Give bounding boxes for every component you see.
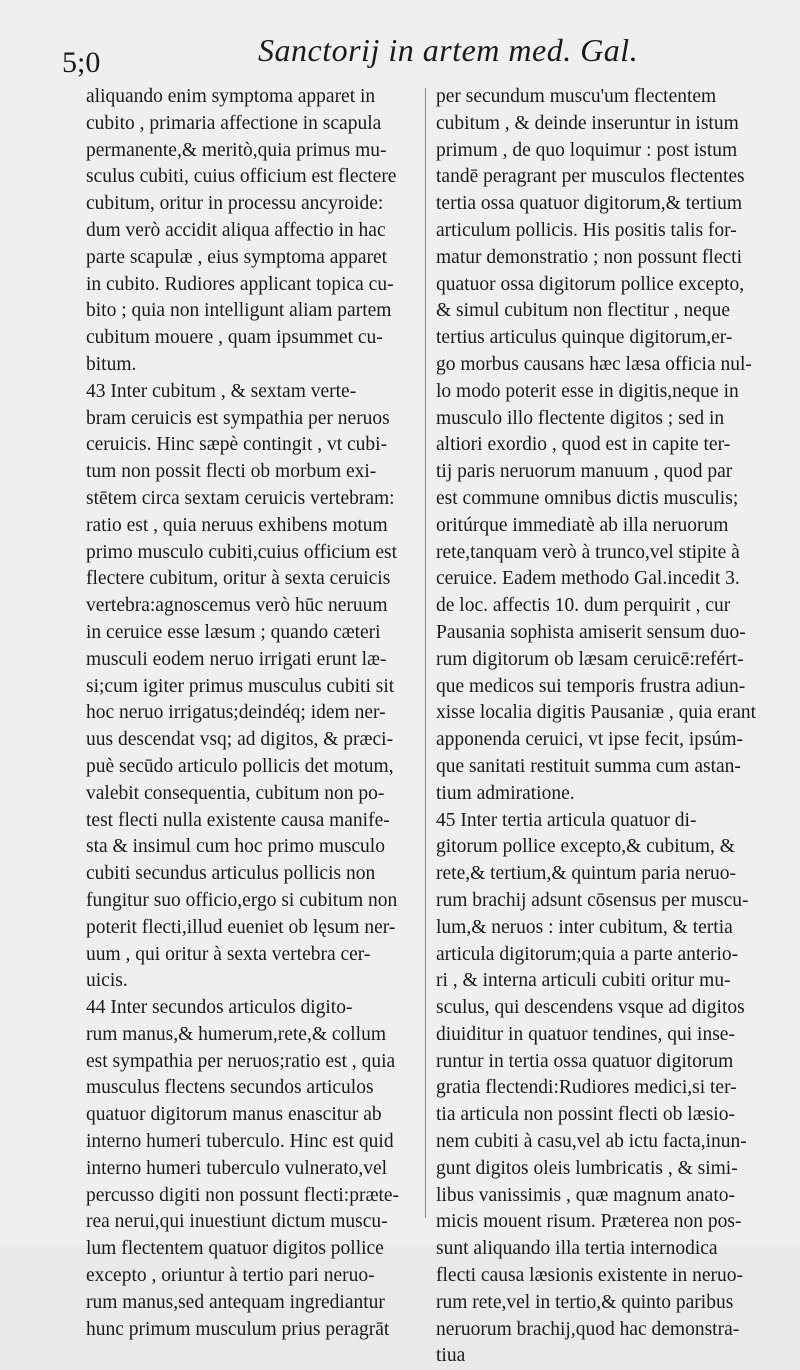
text-line: uus descendat vsq; ad digitos, & præci- — [86, 729, 394, 751]
text-line: dum verò accidit aliqua affectio in hac — [86, 219, 386, 241]
text-line: sta & insimul cum hoc primo musculo — [86, 836, 385, 858]
text-line: excepto , oriuntur à tertio pari neruo- — [86, 1265, 375, 1287]
text-line: per secundum muscu'um flectentem — [436, 86, 717, 107]
right-text-column — [436, 84, 766, 1367]
text-line: primum , de quo loquimur : post istum — [436, 139, 738, 161]
text-line: cubitum , & deinde inseruntur in istum — [436, 112, 739, 134]
text-line: & simul cubitum non flectitur , neque — [436, 300, 731, 322]
text-line: valebit consequentia, cubitum non po- — [86, 782, 385, 804]
text-line: que sanitati restituit summa cum astan- — [436, 755, 741, 777]
text-line: 45 Inter tertia articula quatuor di- — [436, 809, 697, 831]
text-line: aliquando enim symptoma apparet in — [86, 86, 376, 107]
left-text-column — [86, 84, 418, 1340]
text-line: runtur in tertia ossa quatuor digitorum — [436, 1050, 734, 1072]
text-line: ri , & interna articuli cubiti oritur mu- — [436, 970, 731, 992]
text-line: Pausania sophista amiserit sensum duo- — [436, 621, 746, 643]
text-line: musculus flectens secundos articulos — [86, 1077, 374, 1099]
text-line: matur demonstratio ; non possunt flecti — [436, 246, 742, 268]
text-line: sculus, qui descendens vsque ad digitos — [436, 997, 745, 1019]
text-line: apponenda ceruici, vt ipse fecit, ipsúm- — [436, 729, 744, 751]
page-header — [0, 22, 800, 82]
text-line: bitum. — [86, 353, 137, 375]
text-line: cubitum, oritur in processu ancyroide: — [86, 193, 384, 215]
text-line: lum flectentem quatuor digitos pollice — [86, 1238, 384, 1260]
text-line: 43 Inter cubitum , & sextam verte- — [86, 380, 357, 402]
text-line: tiua — [436, 1345, 466, 1367]
text-line: quatuor ossa digitorum pollice excepto, — [436, 273, 745, 295]
column-divider — [425, 88, 426, 1218]
page-number: 5;0 — [62, 46, 101, 79]
text-line: altiori exordio , quod est in capite ter- — [436, 434, 731, 456]
text-line: tium admiratione. — [436, 782, 575, 804]
text-line: gunt digitos oleis lumbricatis , & simi- — [436, 1157, 738, 1179]
text-line: uum , qui oritur à sexta vertebra cer- — [86, 943, 371, 965]
text-line: articulum pollicis. His positis talis for- — [436, 219, 737, 241]
text-line: uicis. — [86, 970, 128, 992]
text-line: articula digitorum;quia a parte anterio- — [436, 943, 739, 965]
text-line: tertia ossa quatuor digitorum,& tertium — [436, 193, 742, 215]
text-line: nem cubiti à casu,vel ab ictu facta,inun- — [436, 1131, 747, 1153]
text-line: rum rete,vel in tertio,& quinto paribus — [436, 1291, 734, 1313]
text-line: bram ceruicis est sympathia per neruos — [86, 407, 390, 429]
text-line: flectere cubitum, oritur à sexta ceruicis — [86, 568, 391, 590]
text-line: 44 Inter secundos articulos digito- — [86, 997, 353, 1019]
text-line: oritúrque immediatè ab illa neruorum — [436, 514, 729, 536]
text-line: musculo illo flectente digitos ; sed in — [436, 407, 725, 429]
text-line: est commune omnibus dictis musculis; — [436, 487, 739, 509]
text-line: hoc neruo irrigatus;deindéq; idem ner- — [86, 702, 386, 724]
text-line: cubito , primaria affectione in scapula — [86, 112, 382, 134]
text-line: bito ; quia non intelligunt aliam partem — [86, 300, 392, 322]
text-line: sunt aliquando illa tertia internodica — [436, 1238, 718, 1260]
text-line: tertius articulus quinque digitorum,er- — [436, 327, 733, 349]
text-line: test flecti nulla existente causa manife- — [86, 809, 390, 831]
text-line: gitorum pollice excepto,& cubitum, & — [436, 836, 735, 858]
text-line: permanente,& meritò,quia primus mu- — [86, 139, 387, 161]
text-line: quatuor digitorum manus enascitur ab — [86, 1104, 382, 1126]
text-line: stētem circa sextam ceruicis vertebram: — [86, 487, 395, 509]
text-line: rum manus,& humerum,rete,& collum — [86, 1023, 387, 1045]
running-title: Sanctorij in artem med. Gal. — [258, 32, 639, 68]
text-line: rea nerui,qui inuestiunt dictum muscu- — [86, 1211, 388, 1233]
text-line: rum digitorum ob læsam ceruicē:refért- — [436, 648, 744, 670]
text-line: in cubito. Rudiores applicant topica cu- — [86, 273, 394, 295]
text-line: hunc primum musculum prius peragrāt — [86, 1318, 390, 1340]
text-line: si;cum igiter primus musculus cubiti sit — [86, 675, 395, 697]
text-line: libus vanissimis , quæ magnum anato- — [436, 1184, 735, 1206]
text-line: diuiditur in quatuor tendines, qui inse- — [436, 1023, 735, 1045]
text-line: gratia flectendi:Rudiores medici,si ter- — [436, 1077, 737, 1099]
text-line: rete,tanquam verò à trunco,vel stipite à — [436, 541, 740, 563]
text-line: parte scapulæ , eius symptoma apparet — [86, 246, 388, 268]
text-line: de loc. affectis 10. dum perquirit , cur — [436, 595, 731, 617]
text-line: interno humeri tuberculo vulnerato,vel — [86, 1157, 388, 1179]
text-line: poterit flecti,illud eueniet ob lęsum ner- — [86, 916, 396, 938]
text-line: xisse localia digitis Pausaniæ , quia erant — [436, 702, 757, 724]
text-line: lo modo poterit esse in digitis,neque in — [436, 380, 739, 402]
text-line: in ceruice esse læsum ; quando cæteri — [86, 621, 381, 643]
text-line: percusso digiti non possunt flecti:præte- — [86, 1184, 400, 1206]
text-line: flecti causa læsionis existente in neruo- — [436, 1265, 744, 1287]
text-line: ceruicis. Hinc sæpè contingit , vt cubi- — [86, 434, 388, 456]
text-line: est sympathia per neruos;ratio est , quia — [86, 1050, 396, 1072]
text-line: rum brachij adsunt cōsensus per muscu- — [436, 889, 749, 911]
text-line: cubiti secundus articulus pollicis non — [86, 863, 376, 885]
text-line: primo musculo cubiti,cuius officium est — [86, 541, 398, 563]
text-line: que medicos sui temporis frustra adiun- — [436, 675, 746, 697]
text-line: vertebra:agnoscemus verò hūc neruum — [86, 595, 388, 617]
text-line: tij paris neruorum manuum , quod par — [436, 461, 733, 483]
text-line: go morbus causans hæc læsa officia nul- — [436, 353, 752, 375]
text-line: ratio est , quia neruus exhibens motum — [86, 514, 388, 536]
text-line: interno humeri tuberculo. Hinc est quid — [86, 1131, 394, 1153]
text-line: rete,& tertium,& quintum paria neruo- — [436, 863, 736, 885]
text-line: micis mouent risum. Præterea non pos- — [436, 1211, 742, 1233]
text-line: tum non possit flecti ob morbum exi- — [86, 461, 377, 483]
text-line: cubitum mouere , quam ipsummet cu- — [86, 327, 383, 349]
text-line: puè secūdo articulo pollicis det motum, — [86, 755, 394, 777]
text-line: sculus cubiti, cuius officium est flectere — [86, 166, 397, 188]
text-line: musculi eodem neruo irrigati erunt læ- — [86, 648, 387, 670]
text-line: fungitur suo officio,ergo si cubitum non — [86, 889, 398, 911]
text-line: tandē peragrant per musculos flectentes — [436, 166, 745, 188]
text-line: tia articula non possint flecti ob læsio- — [436, 1104, 735, 1126]
text-line: neruorum brachij,quod hac demonstra- — [436, 1318, 740, 1340]
text-line: lum,& neruos : inter cubitum, & tertia — [436, 916, 733, 938]
text-line: ceruice. Eadem methodo Gal.incedit 3. — [436, 568, 740, 590]
text-line: rum manus,sed antequam ingrediantur — [86, 1291, 385, 1313]
